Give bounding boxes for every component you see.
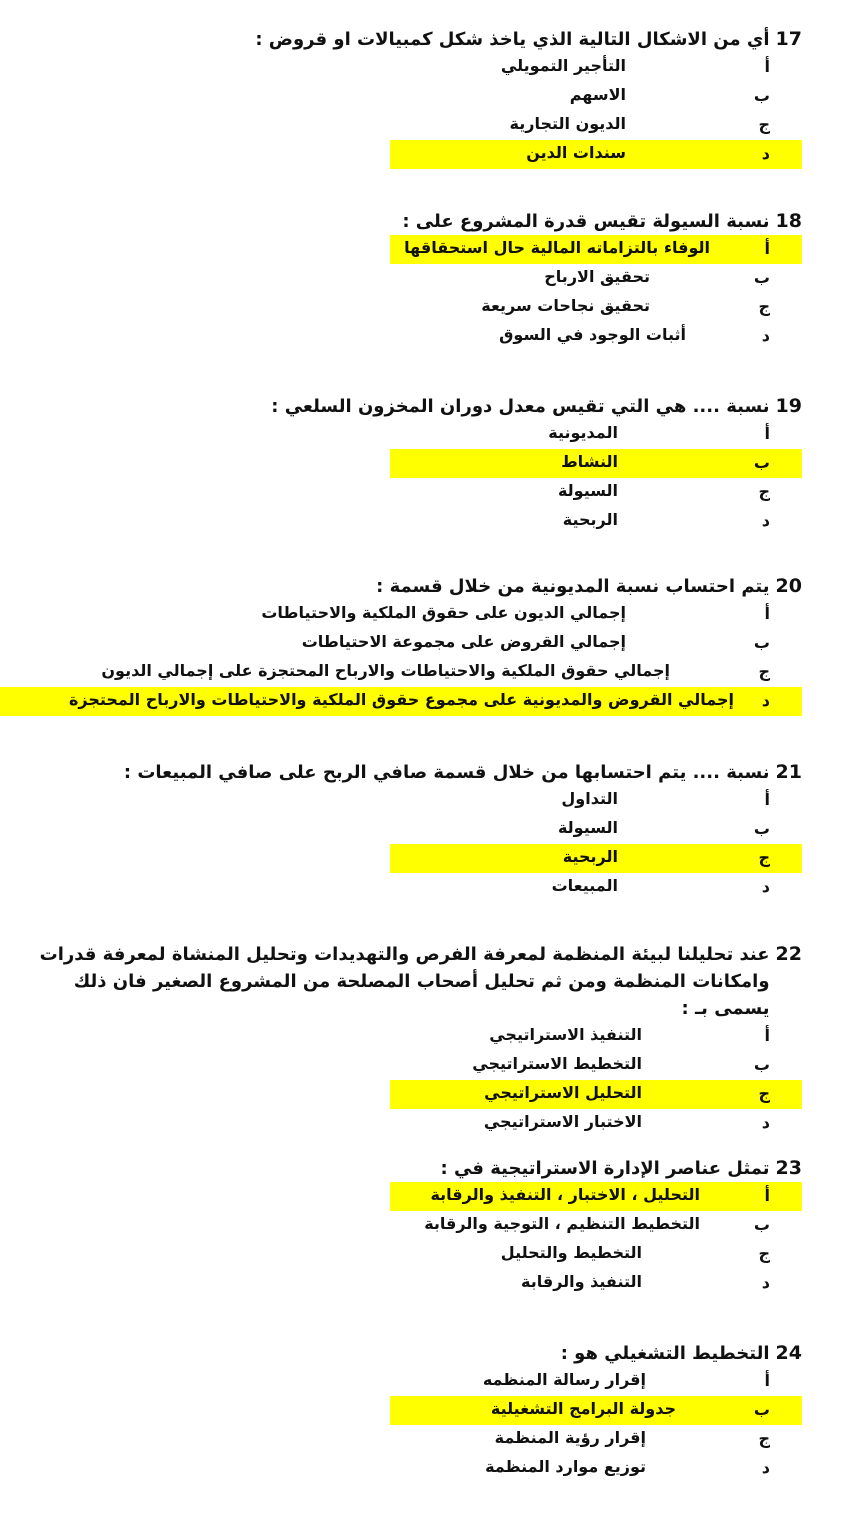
option-c[interactable] (390, 1240, 802, 1269)
option-letter: د (761, 1458, 770, 1477)
option-text: المديونية (548, 423, 618, 442)
option-text: إجمالي حقوق الملكية والاحتياطات والارباح المحتجزة على إجمالي الديون (101, 661, 670, 680)
option-b[interactable] (390, 1211, 802, 1240)
option-text: التخطيط التنظيم ، التوجية والرقابة (424, 1214, 700, 1233)
option-text: إجمالي القروض والمديونية على مجموع حقوق الملكية والاحتياطات والارباح المحتجزة (68, 690, 734, 709)
option-d-correct[interactable] (390, 140, 802, 169)
option-text: أثبات الوجود في السوق (499, 325, 686, 344)
option-text: التحليل الاستراتيجي (484, 1083, 642, 1102)
option-text: تحقيق نجاحات سريعة (481, 296, 650, 315)
option-c-correct[interactable] (390, 1080, 802, 1109)
question-number: 17 (775, 28, 802, 50)
option-letter: ج (758, 1244, 770, 1263)
question-text: عند تحليلنا لبيئة المنظمة لمعرفة الفرص والتهديدات وتحليل المنشاة لمعرفة قدرات وامكانات المنظمة ومن ثم تحليل أصحاب المصلحة من المشروع الصغير فان ذلك يسمى بـ : (39, 944, 770, 1019)
option-letter: ج (758, 115, 770, 134)
question-24 (390, 1340, 802, 1483)
option-text: المبيعات (551, 876, 618, 895)
option-letter: ج (758, 297, 770, 316)
option-letter: أ (764, 604, 770, 623)
option-c[interactable] (390, 1425, 802, 1454)
question-header (255, 26, 802, 53)
question-number: 24 (775, 1342, 802, 1364)
option-c[interactable] (390, 478, 802, 507)
option-text: التأجير التمويلي (500, 56, 626, 75)
question-number: 23 (775, 1157, 802, 1179)
option-letter: ب (753, 633, 770, 652)
option-text: إقرار رسالة المنظمه (482, 1370, 646, 1389)
question-19 (271, 393, 802, 536)
option-text: السيولة (557, 481, 618, 500)
option-b-correct[interactable] (390, 1396, 802, 1425)
option-b[interactable] (390, 82, 802, 111)
option-letter: د (761, 511, 770, 530)
option-d-correct[interactable] (0, 687, 802, 716)
option-text: الديون التجارية (509, 114, 626, 133)
option-text: تحقيق الارباح (544, 267, 650, 286)
question-number: 21 (775, 761, 802, 783)
question-header (124, 759, 802, 786)
option-d[interactable] (390, 1454, 802, 1483)
option-letter: أ (764, 424, 770, 443)
option-d[interactable] (390, 1269, 802, 1298)
option-letter: ج (758, 482, 770, 501)
question-text: يتم احتساب نسبة المديونية من خلال قسمة : (376, 576, 770, 597)
option-text: الاسهم (569, 85, 626, 104)
option-b[interactable] (390, 264, 802, 293)
question-text: تمثل عناصر الإدارة الاستراتيجية في : (440, 1158, 770, 1179)
option-c[interactable] (0, 658, 802, 687)
question-text: نسبة .... هي التي تقيس معدل دوران المخزون السلعي : (271, 396, 770, 417)
option-letter: د (761, 1113, 770, 1132)
question-header (20, 941, 802, 1022)
option-letter: د (761, 144, 770, 163)
option-letter: ج (758, 1084, 770, 1103)
option-letter: أ (764, 1026, 770, 1045)
question-header (390, 208, 802, 235)
option-d[interactable] (390, 873, 802, 902)
question-18 (390, 208, 802, 351)
option-letter: أ (764, 1186, 770, 1205)
option-text: الاختبار الاستراتيجي (483, 1112, 642, 1131)
option-letter: ب (753, 86, 770, 105)
option-text: التحليل ، الاختبار ، التنفيذ والرقابة (430, 1185, 700, 1204)
option-letter: ب (753, 453, 770, 472)
option-a[interactable] (390, 420, 802, 449)
option-letter: د (761, 877, 770, 896)
option-letter: ب (753, 268, 770, 287)
option-text: التخطيط والتحليل (500, 1243, 642, 1262)
option-b-correct[interactable] (390, 449, 802, 478)
option-a-correct[interactable] (390, 1182, 802, 1211)
question-number: 18 (775, 210, 802, 232)
question-text: نسبة .... يتم احتسابها من خلال قسمة صافي الربح على صافي المبيعات : (123, 762, 770, 783)
option-b[interactable] (390, 815, 802, 844)
option-letter: د (761, 326, 770, 345)
option-text: السيولة (557, 818, 618, 837)
option-d[interactable] (390, 322, 802, 351)
option-text: سندات الدين (526, 143, 626, 162)
option-b[interactable] (390, 1051, 802, 1080)
option-a[interactable] (390, 1367, 802, 1396)
option-text: التخطيط الاستراتيجي (472, 1054, 642, 1073)
option-d[interactable] (390, 507, 802, 536)
option-letter: ب (753, 819, 770, 838)
question-text: أي من الاشكال التالية الذي ياخذ شكل كمبيالات او قروض : (255, 29, 770, 50)
option-letter: د (761, 1273, 770, 1292)
option-letter: ب (753, 1215, 770, 1234)
option-letter: أ (764, 1371, 770, 1390)
question-text: التخطيط التشغيلي هو : (560, 1343, 770, 1364)
question-text: نسبة السيولة تقيس قدرة المشروع على : (402, 211, 770, 232)
option-a[interactable] (390, 786, 802, 815)
option-text: إقرار رؤية المنظمة (494, 1428, 646, 1447)
option-letter: أ (764, 57, 770, 76)
question-header (390, 1340, 802, 1367)
option-text: توزيع موارد المنظمة (485, 1457, 646, 1476)
option-a[interactable] (390, 1022, 802, 1051)
option-b[interactable] (0, 629, 802, 658)
option-text: النشاط (561, 452, 618, 471)
option-text: إجمالي الديون على حقوق الملكية والاحتياطات (261, 603, 626, 622)
option-text: التنفيذ الاستراتيجي (489, 1025, 642, 1044)
option-letter: أ (764, 239, 770, 258)
option-c[interactable] (390, 293, 802, 322)
option-letter: ج (758, 662, 770, 681)
question-header (0, 573, 802, 600)
option-letter: ج (758, 848, 770, 867)
option-letter: د (761, 691, 770, 710)
question-header (271, 393, 802, 420)
option-letter: ج (758, 1429, 770, 1448)
question-21 (124, 759, 802, 902)
option-letter: ب (753, 1055, 770, 1074)
option-c[interactable] (390, 111, 802, 140)
option-text: الوفاء بالتزاماته المالية حال استحقاقها (404, 238, 710, 257)
option-a[interactable] (390, 53, 802, 82)
option-text: الربحية (562, 510, 618, 529)
question-17 (255, 26, 802, 169)
option-text: التنفيذ والرقابة (521, 1272, 642, 1291)
option-text: الربحية (562, 847, 618, 866)
option-text: إجمالي القروض على مجموعة الاحتياطات (301, 632, 626, 651)
option-letter: أ (764, 790, 770, 809)
question-22 (20, 941, 802, 1138)
question-20 (0, 573, 802, 716)
option-text: جدولة البرامج التشغيلية (490, 1399, 676, 1418)
question-number: 22 (775, 943, 802, 965)
option-text: التداول (561, 789, 618, 808)
option-letter: ب (753, 1400, 770, 1419)
question-23 (390, 1155, 802, 1298)
option-d[interactable] (390, 1109, 802, 1138)
option-c-correct[interactable] (390, 844, 802, 873)
question-header (390, 1155, 802, 1182)
option-a[interactable] (0, 600, 802, 629)
question-number: 20 (775, 575, 802, 597)
option-a-correct[interactable] (390, 235, 802, 264)
question-number: 19 (775, 395, 802, 417)
